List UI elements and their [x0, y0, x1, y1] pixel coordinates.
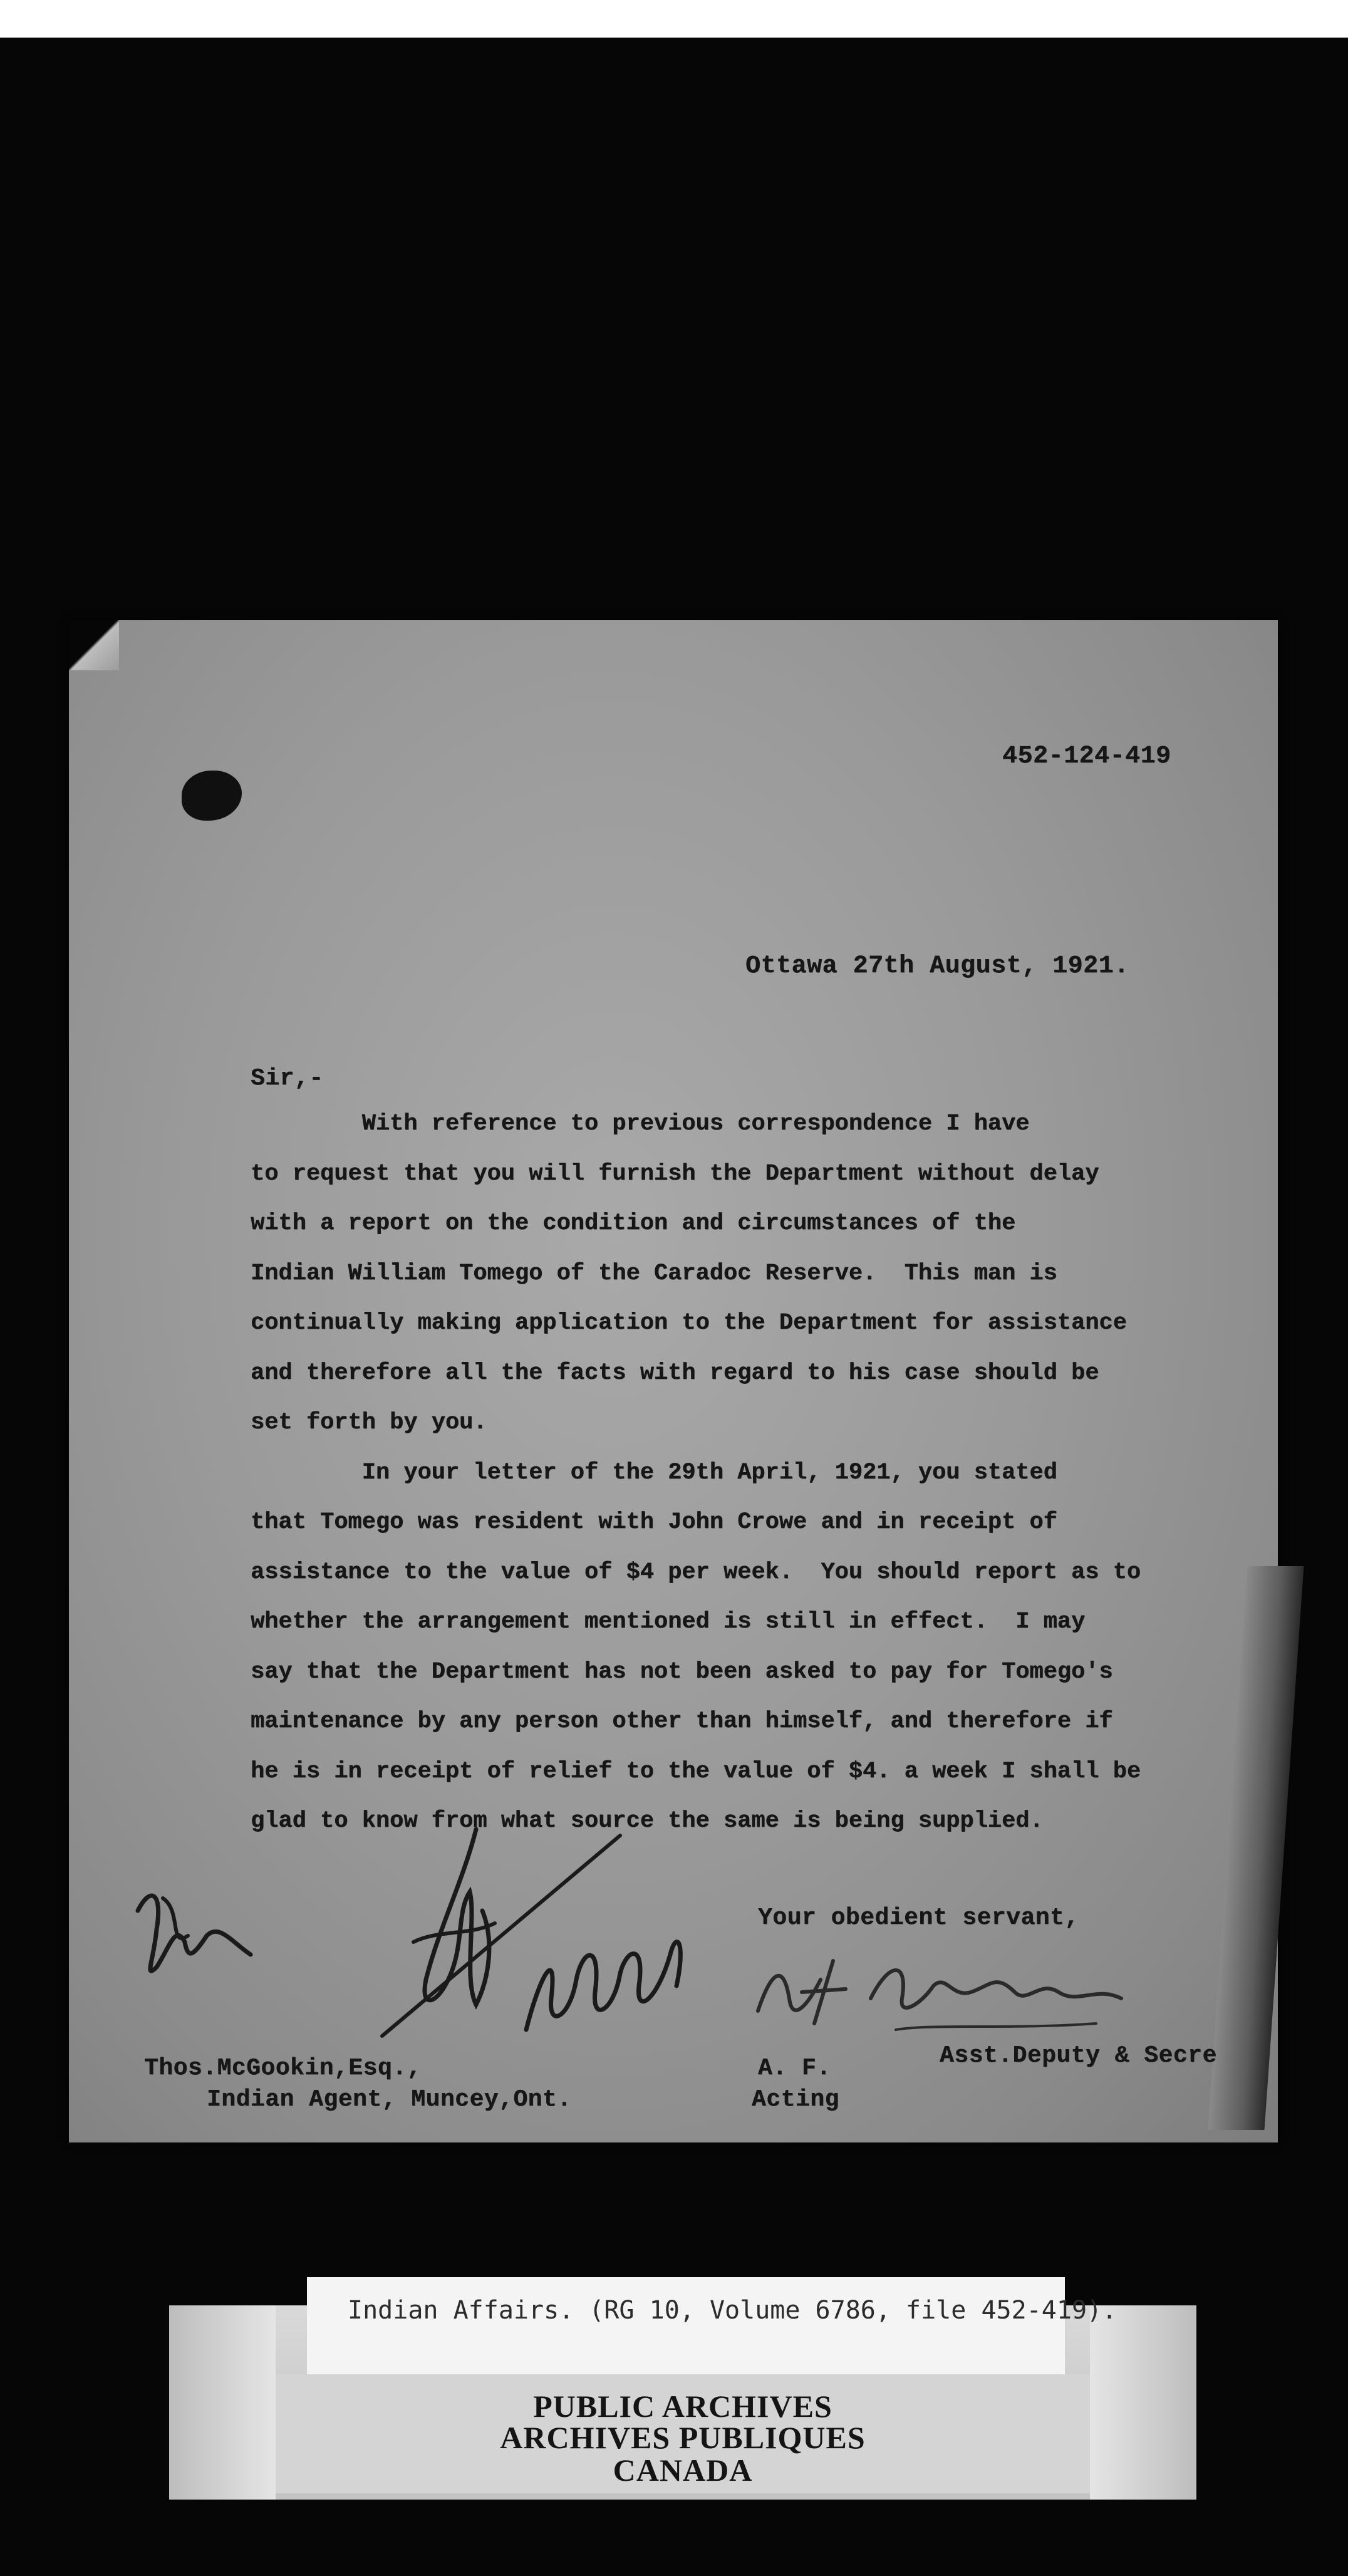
body-line: and therefore all the facts with regard to his case should be	[251, 1359, 1099, 1386]
addressee-name: Thos.McGookin,Esq.,	[144, 2055, 422, 2082]
body-line: With reference to previous correspondence I have	[251, 1111, 1030, 1137]
body-line: he is in receipt of relief to the value of $4. a week I shall be	[251, 1758, 1141, 1785]
label-right-tab	[1090, 2305, 1196, 2500]
body-line: Indian William Tomego of the Caradoc Reserve. This man is	[251, 1260, 1057, 1287]
signer-name: A. F.	[758, 2055, 831, 2082]
closing: Your obedient servant,	[758, 1904, 1079, 1931]
bottom-border	[0, 2500, 1348, 2576]
caption-bar	[307, 2277, 1065, 2384]
addressee-position: Indian Agent, Muncey,Ont.	[207, 2086, 572, 2113]
handwritten-initials-left	[125, 1873, 269, 1998]
archive-stamp-line-2: ARCHIVES PUBLIQUES	[500, 2420, 866, 2455]
body-line: that Tomego was resident with John Crowe and in receipt of	[251, 1509, 1057, 1535]
signature	[745, 1936, 1134, 2049]
handwritten-initials-right	[514, 1904, 702, 2067]
body-line: In your letter of the 29th April, 1921, you stated	[251, 1459, 1057, 1486]
archive-stamp-line-1: PUBLIC ARCHIVES	[533, 2389, 832, 2424]
signer-acting: Acting	[752, 2086, 839, 2113]
salutation: Sir,-	[251, 1065, 324, 1092]
body-line: assistance to the value of $4 per week. You should report as to	[251, 1559, 1141, 1586]
label-left-tab	[169, 2305, 276, 2500]
dateline: Ottawa 27th August, 1921.	[745, 952, 1129, 980]
body-line: maintenance by any person other than himself, and therefore if	[251, 1708, 1113, 1735]
body-line: say that the Department has not been asked to pay for Tomego's	[251, 1658, 1113, 1685]
body-line: whether the arrangement mentioned is still in effect. I may	[251, 1609, 1086, 1635]
body-line: to request that you will furnish the Department without delay	[251, 1160, 1099, 1187]
body-line: set forth by you.	[251, 1410, 487, 1436]
archive-caption: Indian Affairs. (RG 10, Volume 6786, file 452-419).	[348, 2296, 1117, 2325]
signer-title: Asst.Deputy & Secre	[940, 2042, 1217, 2069]
archive-stamp-line-3: CANADA	[613, 2453, 753, 2488]
body-line: glad to know from what source the same is being supplied.	[251, 1808, 1044, 1834]
letter-body	[251, 1099, 1247, 1847]
body-line: continually making application to the Department for assistance	[251, 1310, 1127, 1336]
file-reference: 452-124-419	[1002, 742, 1171, 771]
folded-corner	[69, 620, 119, 670]
body-line: with a report on the condition and circumstances of the	[251, 1210, 1016, 1237]
top-border	[0, 0, 1348, 38]
